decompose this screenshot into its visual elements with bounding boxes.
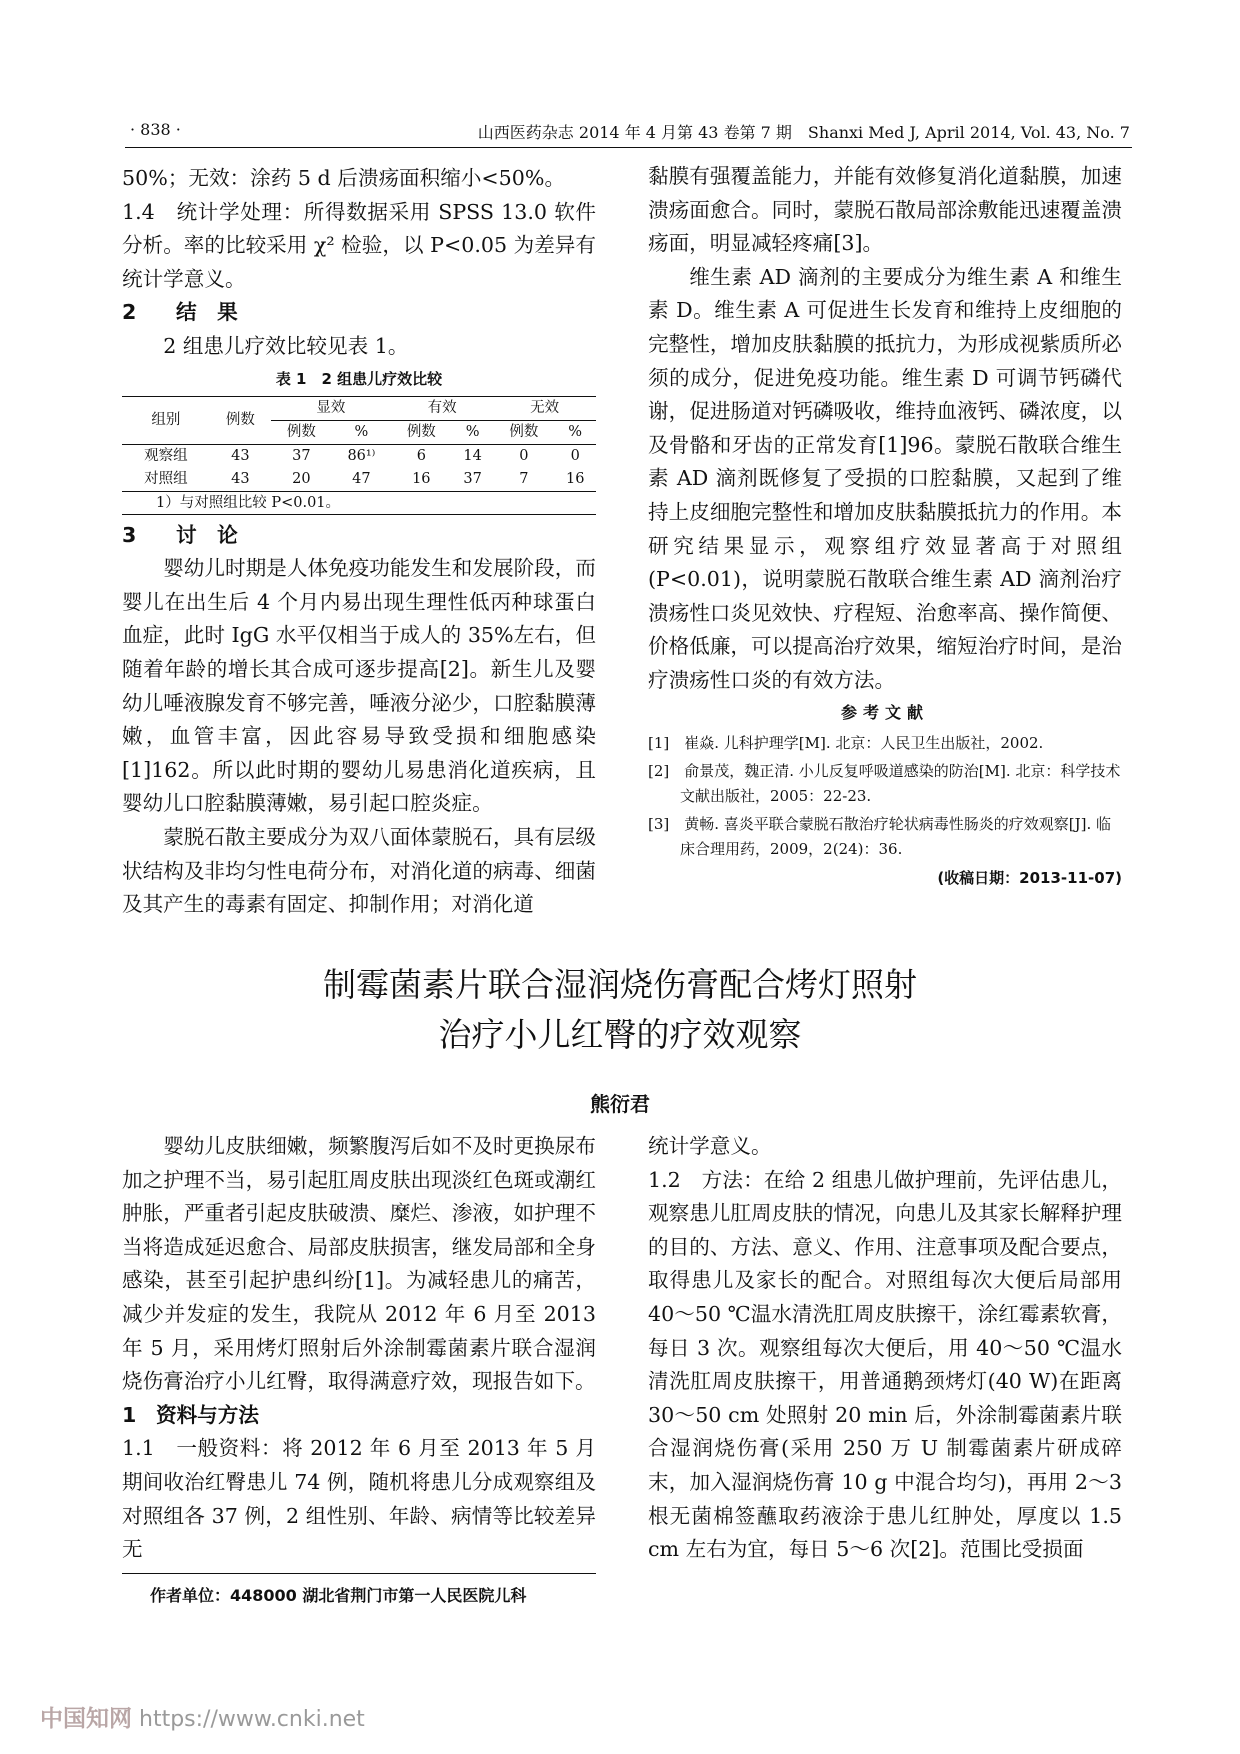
cell: 0 — [519, 447, 529, 464]
page-number: · 838 · — [130, 120, 181, 139]
paragraph-intro: 婴幼儿皮肤细嫩，频繁腹泻后如不及时更换尿布加之护理不当，易引起肛周皮肤出现淡红色斑或潮红肿胀，严重者引起皮肤破溃、糜烂、渗液，如护理不当将造成延迟愈合、局部皮肤损害，继发局部和全身感染，甚至引起护患纠纷[1]。为减轻患儿的痛苦，减少并发症的发生，我院从 2012 年 6 月至 2013 年 5 月，采用烤灯照射后外涂制霉菌素片联合湿润烧伤膏治疗小儿红臀，取得满意疗效，现报告如下。 — [122, 1134, 596, 1394]
col-header-n: 例数 — [406, 423, 436, 440]
title-line: 治疗小儿红臀的疗效观察 — [438, 1015, 802, 1054]
table-row — [122, 444, 596, 468]
col-header-pct: % — [465, 423, 480, 440]
header-rule — [125, 147, 1132, 148]
col-header-cases: 例数 — [210, 396, 271, 444]
cell: 16 — [412, 470, 431, 487]
paragraph: 黏膜有强覆盖能力，并能有效修复消化道黏膜，加速溃疡面愈合。同时，蒙脱石散局部涂敷能迅速覆盖溃疡面，明显减轻疼痛[3]。 — [648, 164, 1122, 256]
cell: 观察组 — [144, 447, 188, 464]
col-header-n: 例数 — [509, 423, 539, 440]
col-header-sig: 显效 — [271, 396, 391, 420]
col-header-n: 例数 — [286, 423, 316, 440]
section-heading-results — [122, 296, 596, 330]
col-header-none: 无效 — [493, 396, 596, 420]
section-title: 结 果 — [176, 300, 238, 325]
table-caption: 表 1 2 组患儿疗效比较 — [275, 369, 443, 388]
cell: 86¹⁾ — [347, 447, 376, 464]
watermark — [40, 1700, 365, 1733]
reference-item: [2] 俞景茂，魏正清. 小儿反复呼吸道感染的防治[M]. 北京：科学技术文献出版社，2005：22-23. — [648, 761, 1121, 805]
cell: 0 — [570, 447, 580, 464]
cell: 20 — [292, 470, 311, 487]
prev-left-column — [122, 162, 596, 922]
paragraph: 蒙脱石散主要成分为双八面体蒙脱石，具有层级状结构及非均匀性电荷分布，对消化道的病毒、细菌及其产生的毒素有固定、抑制作用；对消化道 — [122, 824, 596, 917]
section-heading-methods — [122, 1399, 596, 1433]
prev-right-column — [648, 160, 1122, 891]
watermark-url: https://www.cnki.net — [139, 1707, 365, 1732]
cell: 对照组 — [144, 470, 188, 487]
references-heading: 参考文献 — [840, 702, 929, 722]
author: 熊衍君 — [590, 1092, 650, 1116]
cell: 37 — [292, 447, 311, 464]
paragraph: 婴幼儿时期是人体免疫功能发生和发展阶段，而婴儿在出生后 4 个月内易出现生理性低丙种球蛋白血症，此时 IgG 水平仅相当于成人的 35%左右，但随着年龄的增长其合成可逐步提高[2]。新生儿及婴幼儿唾液腺发育不够完善，唾液分泌少，口腔黏膜薄嫩，血管丰富，因此容易导致受损和细胞感染[1]162。所以此时期的婴幼儿易患消化道疾病，且婴幼儿口腔黏膜薄嫩，易引起口腔炎症。 — [122, 556, 596, 816]
cell: 47 — [352, 470, 371, 487]
cell: 43 — [231, 447, 250, 464]
paragraph-stats: 1.4 统计学处理：所得数据采用 SPSS 13.0 软件分析。率的比较采用 χ² 检验，以 P<0.05 为差异有统计学意义。 — [122, 199, 596, 291]
reference-item: [3] 黄畅. 喜炎平联合蒙脱石散治疗轮状病毒性肠炎的疗效观察[J]. 临床合理用药，2009，2(24)：36. — [648, 814, 1112, 858]
section-heading-discussion — [122, 519, 596, 553]
cell: 7 — [519, 470, 529, 487]
article-right-column — [648, 1130, 1122, 1567]
author-affiliation: 作者单位：448000 湖北省荆门市第一人民医院儿科 — [150, 1586, 527, 1605]
cell: 43 — [231, 470, 250, 487]
paragraph: 维生素 AD 滴剂的主要成分为维生素 A 和维生素 D。维生素 A 可促进生长发育和维持上皮细胞的完整性，增加皮肤黏膜的抵抗力，为形成视紫质所必须的成分，促进免疫功能。维生素 D 可调节钙磷代谢，促进肠道对钙磷吸收，维持血液钙、磷浓度，以及骨骼和牙齿的正常发育[1]96。蒙脱石散联合维生素 AD 滴剂既修复了受损的口腔黏膜，又起到了维持上皮细胞完整性和增加皮肤黏膜抵抗力的作用。本研究结果显示，观察组疗效显著高于对照组(P<0.01)，说明蒙脱石散联合维生素 AD 滴剂治疗溃疡性口炎见效快、疗程短、治愈率高、操作简便、价格低廉，可以提高治疗效果，缩短治疗时间，是治疗溃疡性口炎的有效方法。 — [648, 264, 1122, 692]
paragraph-methods: 1.2 方法：在给 2 组患儿做护理前，先评估患儿，观察患儿肛周皮肤的情况，向患儿及其家长解释护理的目的、方法、意义、作用、注意事项及配合要点，取得患儿及家长的配合。对照组每次大便后局部用 40～50 ℃温水清洗肛周皮肤擦干，涂红霉素软膏，每日 3 次。观察组每次大便后，用 40～50 ℃温水清洗肛周皮肤擦干，用普通鹅颈烤灯(40 W)在距离 30～50 cm 处照射 20 min 后，外涂制霉菌素片联合湿润烧伤膏(采用 250 万 U 制霉菌素片研成碎末，加入湿润烧伤膏 10 g 中混合均匀)，再用 2～3 根无菌棉签蘸取药液涂于患儿红肿处，厚度以 1.5 cm 左右为宜，每日 5～6 次[2]。范围比受损面 — [648, 1167, 1122, 1562]
section-number: 3 — [122, 522, 137, 547]
col-header-group: 组别 — [122, 396, 210, 444]
results-table — [122, 396, 596, 492]
section-number: 2 — [122, 300, 137, 325]
cell: 6 — [416, 447, 426, 464]
section-title: 讨 论 — [176, 522, 238, 547]
section-title: 资料与方法 — [156, 1402, 259, 1427]
running-header: 山西医药杂志 2014 年 4 月第 43 卷第 7 期 Shanxi Med J, April 2014, Vol. 43, No. 7 — [477, 123, 1130, 142]
reference-item: [1] 崔焱. 儿科护理学[M]. 北京：人民卫生出版社，2002. — [648, 733, 1044, 752]
col-header-eff: 有效 — [391, 396, 494, 420]
watermark-brand: 中国知网 — [40, 1706, 132, 1732]
received-date: (收稿日期：2013-11-07) — [937, 868, 1122, 887]
paragraph: 统计学意义。 — [648, 1134, 772, 1158]
paragraph: 1.1 一般资料：将 2012 年 6 月至 2013 年 5 月期间收治红臀患儿 74 例，随机将患儿分成观察组及对照组各 37 例，2 组性别、年龄、病情等比较差异无 — [122, 1436, 596, 1562]
table-row — [122, 468, 596, 492]
col-header-pct: % — [354, 423, 369, 440]
table-note: 1）与对照组比较 P<0.01。 — [122, 492, 596, 515]
cell: 16 — [565, 470, 585, 487]
article-left-column — [122, 1130, 596, 1567]
title-line: 制霉菌素片联合湿润烧伤膏配合烤灯照射 — [323, 965, 917, 1004]
paragraph: 2 组患儿疗效比较见表 1。 — [163, 333, 409, 358]
cell: 14 — [463, 447, 482, 464]
affiliation-rule — [122, 1573, 596, 1574]
article-title — [0, 960, 1240, 1060]
col-header-pct: % — [568, 423, 583, 440]
paragraph: 50%；无效：涂药 5 d 后溃疡面积缩小<50%。 — [122, 166, 566, 190]
section-number: 1 — [122, 1402, 137, 1427]
cell: 37 — [463, 470, 482, 487]
